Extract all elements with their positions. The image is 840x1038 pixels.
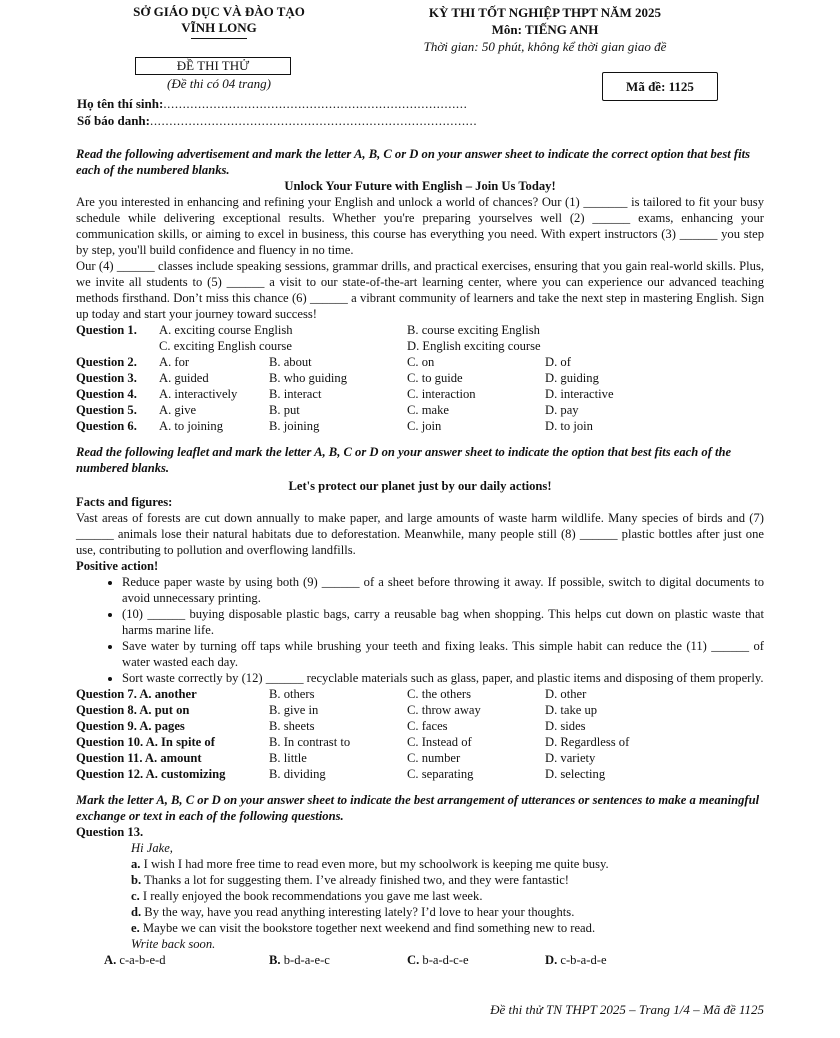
department-name: SỞ GIÁO DỤC VÀ ĐÀO TẠO: [133, 4, 305, 19]
trial-exam-label: ĐỀ THI THỬ: [135, 57, 291, 75]
option-b: B. b-d-a-e-c: [269, 953, 330, 967]
candidate-name-label: Họ tên thí sinh:: [77, 96, 164, 111]
option-a: A. c-a-b-e-d: [104, 953, 166, 967]
option-c: C. make: [407, 403, 449, 417]
question-label: Question 3.: [76, 371, 137, 385]
letter-greeting: Hi Jake,: [131, 841, 173, 855]
option-d: D. variety: [545, 751, 596, 765]
exam-time: Thời gian: 50 phút, không kể thời gian giao đề: [423, 39, 667, 54]
candidate-id-field: [77, 113, 477, 129]
option-c: C. separating: [407, 767, 474, 781]
question-label-with-option-a: Question 10. A. In spite of: [76, 735, 215, 749]
option-a: A. guided: [159, 371, 209, 385]
part2-instruction: Read the following leaflet and mark the letter A, B, C or D on your answer sheet to indicate the option that best fits each of the numbered blanks.: [76, 445, 732, 475]
option-b: B. put: [269, 403, 300, 417]
option-c: C. throw away: [407, 703, 481, 717]
letter-line-c: c. I really enjoyed the book recommendations you gave me last week.: [131, 889, 483, 903]
question-label-with-option-a: Question 7. A. another: [76, 687, 197, 701]
question-9: [76, 718, 764, 734]
question-5: [76, 402, 764, 418]
option-c: C. to guide: [407, 371, 463, 385]
option-d: D. English exciting course: [407, 339, 541, 353]
option-b: B. In contrast to: [269, 735, 351, 749]
action-item: • (10) ______ buying disposable plastic bags, carry a reusable bag when shopping. This helps cut down on plastic waste that harms marine life.: [122, 606, 764, 638]
part1-paragraph-1: Are you interested in enhancing and refining your English and unlock a world of chances? Our (1) _______ is tailored to fit your busy schedule while delivering exceptional results. Whether you're preparing yourselves well (2) ______ exams, enhancing your communication skills, or aiming to excel in business, this course has everything you need. With expert instructors (3) ______ you step by step, you'll build confidence and fluency in no time.: [76, 195, 764, 257]
letter-line-d: d. By the way, have you read anything interesting lately? I’d love to hear your thoughts.: [131, 905, 575, 919]
option-d: D. sides: [545, 719, 586, 733]
option-b: B. who guiding: [269, 371, 348, 385]
option-c: C. faces: [407, 719, 448, 733]
question-label: Question 4.: [76, 387, 137, 401]
province-name: VĨNH LONG: [181, 20, 257, 35]
option-b: B. about: [269, 355, 312, 369]
part3-instruction: Mark the letter A, B, C or D on your answer sheet to indicate the best arrangement of utterances or sentences to make a meaningful exchange or text in each of the following questions.: [76, 793, 760, 823]
part1-title: Unlock Your Future with English – Join Us Today!: [284, 179, 556, 193]
question-label: Question 6.: [76, 419, 137, 433]
letter-closing: Write back soon.: [131, 937, 216, 951]
option-c: C. the others: [407, 687, 472, 701]
question-10: [76, 734, 764, 750]
candidate-name-dots: ...............................................................................: [163, 96, 468, 111]
page-footer: Đề thi thử TN THPT 2025 – Trang 1/4 – Mã đề 1125: [490, 1002, 764, 1017]
question-7: [76, 686, 764, 702]
exam-code-box: Mã đề: 1125: [602, 72, 718, 101]
option-c: C. Instead of: [407, 735, 472, 749]
question-13-options: [76, 952, 764, 968]
exam-content: [76, 146, 764, 968]
question-label-with-option-a: Question 9. A. pages: [76, 719, 185, 733]
question-12: [76, 766, 764, 782]
positive-action-heading: Positive action!: [76, 559, 159, 573]
option-d: D. interactive: [545, 387, 614, 401]
question-label-with-option-a: Question 11. A. amount: [76, 751, 202, 765]
question-6: [76, 418, 764, 434]
facts-heading: Facts and figures:: [76, 495, 173, 509]
question-8: [76, 702, 764, 718]
action-item: • Sort waste correctly by (12) ______ recyclable materials such as glass, paper, and plastic items and disposing of them properly.: [122, 670, 764, 686]
option-a: A. interactively: [159, 387, 238, 401]
option-d: D. guiding: [545, 371, 599, 385]
letter-line-b: b. Thanks a lot for suggesting them. I’ve already finished two, and they were fantastic!: [131, 873, 569, 887]
facts-text: Vast areas of forests are cut down annually to make paper, and large amounts of waste harm wildlife. Many species of birds and (7) ______ animals lose their natural habitats due to deforestation. Meanwhile, many people still (8) ______ plastic bottles after just one use, contributing to pollution and overflowing landfills.: [76, 511, 764, 557]
action-item: • Reduce paper waste by using both (9) ______ of a sheet before throwing it away. If possible, switch to digital documents to avoid unnecessary printing.: [122, 574, 764, 606]
action-item: • Save water by turning off taps while brushing your teeth and fixing leaks. This simple habit can reduce the (11) ______ of water wasted each day.: [122, 638, 764, 670]
letter-line-e: e. Maybe we can visit the bookstore together next weekend and find something new to read.: [131, 921, 596, 935]
pages-note: (Đề thi có 04 trang): [167, 76, 271, 91]
option-d: D. pay: [545, 403, 579, 417]
option-b: B. little: [269, 751, 307, 765]
action-list: [76, 574, 764, 686]
option-b: B. dividing: [269, 767, 326, 781]
option-c: C. b-a-d-c-e: [407, 953, 469, 967]
part2-title: Let's protect our planet just by our daily actions!: [288, 479, 552, 493]
question-label: Question 1.: [76, 323, 137, 337]
option-a: A. exciting course English: [159, 323, 293, 337]
question-13-label: Question 13.: [76, 825, 144, 839]
candidate-id-label: Số báo danh:: [77, 113, 150, 128]
option-d: D. selecting: [545, 767, 606, 781]
question-1: [76, 322, 764, 354]
question-label: Question 5.: [76, 403, 137, 417]
option-b: B. joining: [269, 419, 320, 433]
option-a: A. to joining: [159, 419, 224, 433]
option-d: D. c-b-a-d-e: [545, 953, 607, 967]
department-header: [112, 4, 326, 36]
option-c: C. join: [407, 419, 442, 433]
option-b: B. others: [269, 687, 315, 701]
candidate-name-field: [77, 96, 467, 112]
exam-title: KỲ THI TỐT NGHIỆP THPT NĂM 2025: [428, 5, 662, 20]
question-11: [76, 750, 764, 766]
option-c: C. interaction: [407, 387, 476, 401]
option-d: D. other: [545, 687, 587, 701]
question-label-with-option-a: Question 12. A. customizing: [76, 767, 226, 781]
option-d: D. Regardless of: [545, 735, 630, 749]
question-label: Question 2.: [76, 355, 137, 369]
option-c: C. exciting English course: [159, 339, 292, 353]
option-c: C. on: [407, 355, 435, 369]
part1-paragraph-2: Our (4) ______ classes include speaking sessions, grammar drills, and practical exercises, ensuring that you gain real-world skills. Plus, we invite all students to (5) ______ a visit to our state-of-the-art learning center, where you can experience our advanced teaching methods firsthand. Don’t miss this chance (6) ______ a vibrant community of learners and take the next step in mastering English. Sign up today and start your journey toward success!: [76, 259, 764, 321]
option-b: B. give in: [269, 703, 319, 717]
option-d: D. take up: [545, 703, 598, 717]
candidate-id-dots: .....................................................................................: [149, 113, 478, 128]
option-c: C. number: [407, 751, 461, 765]
option-d: D. to join: [545, 419, 593, 433]
letter-block: [76, 840, 764, 952]
option-a: A. give: [159, 403, 197, 417]
exam-header: [395, 4, 695, 55]
option-d: D. of: [545, 355, 571, 369]
part1-instruction: Read the following advertisement and mark the letter A, B, C or D on your answer sheet to indicate the correct option that best fits each of the numbered blanks.: [76, 147, 751, 177]
exam-subject: Môn: TIẾNG ANH: [491, 22, 599, 37]
letter-line-a: a. I wish I had more free time to read even more, but my schoolwork is keeping me quite busy.: [131, 857, 609, 871]
option-a: A. for: [159, 355, 190, 369]
question-label-with-option-a: Question 8. A. put on: [76, 703, 190, 717]
option-b: B. course exciting English: [407, 323, 540, 337]
option-b: B. interact: [269, 387, 322, 401]
option-b: B. sheets: [269, 719, 315, 733]
question-3: [76, 370, 764, 386]
question-4: [76, 386, 764, 402]
question-2: [76, 354, 764, 370]
